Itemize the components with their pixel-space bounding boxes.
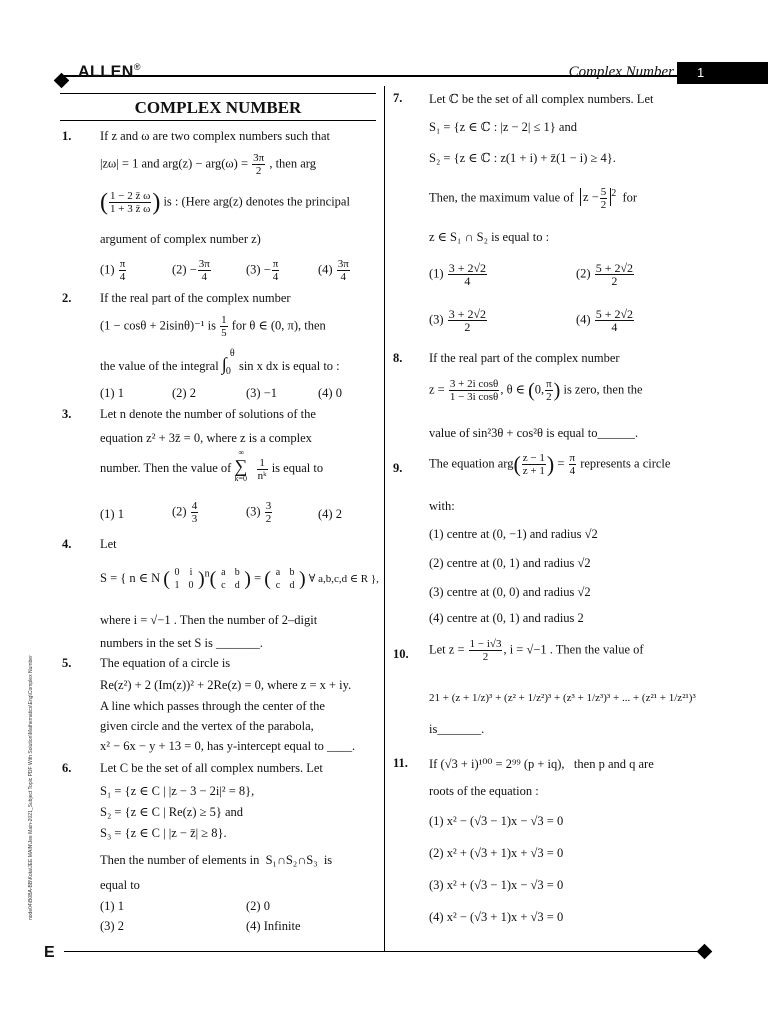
question-text: If the real part of the complex number — [429, 351, 620, 365]
expression: 21 + (z + 1/z)³ + (z² + 1/z²)³ + (z³ + 1/z³)³ + ... + (z²¹ + 1/z²¹)³ — [429, 692, 696, 704]
footer-diamond-right — [697, 944, 713, 960]
option-2: (2) $\frac{5 + 2√2}{2}$ — [576, 261, 634, 288]
question-number: 7. — [393, 91, 403, 105]
option-3: (3) $\frac{3 + 2√2}{2}$ — [429, 307, 487, 334]
option-4: (4) Infinite — [246, 919, 301, 933]
question-text: numbers in the set S is _______. — [100, 636, 263, 650]
question-text: Then the number of elements in S₁∩S₂∩S₃ is — [100, 853, 333, 867]
question-number: 11. — [393, 756, 408, 770]
option-2: (2) x² + (√3 + 1)x + √3 = 0 — [429, 846, 564, 860]
option-2: (2) $\frac{4}{3}$ — [172, 500, 198, 525]
question-text: given circle and the vertex of the parabola, — [100, 719, 314, 733]
brand-logo: ALLEN® — [78, 62, 141, 81]
question-text: If the real part of the complex number — [100, 291, 291, 305]
question-text: z ∈ S₁ ∩ S₂ is equal to : — [429, 230, 550, 244]
set-s3: S₃ = {z ∈ C | |z − z̄| ≥ 8}. — [100, 826, 227, 840]
option-3: (3) $\frac{3}{2}$ — [246, 500, 272, 525]
question-number: 2. — [62, 291, 72, 305]
option-4: (4) centre at (0, 1) and radius 2 — [429, 611, 584, 625]
option-2: (2) 2 — [172, 386, 196, 400]
chapter-title: Complex Number — [568, 64, 674, 80]
option-4: (4) $\frac{5 + 2√2}{4}$ — [576, 307, 634, 334]
set-s1: S₁ = {z ∈ ℂ : |z − 2| ≤ 1} and — [429, 120, 577, 134]
option-4: (4) x² − (√3 + 1)x + √3 = 0 — [429, 910, 564, 924]
question-text: is_______. — [429, 722, 485, 736]
question-number: 9. — [393, 461, 403, 475]
footer-letter: E — [44, 944, 55, 961]
set-s1: S₁ = {z ∈ C | |z − 3 − 2i|² = 8}, — [100, 784, 255, 798]
side-path-note: node04\B0BA-BB\Kota\JEE MAIN\Jee Main-2021_Subject Topic PDF With Solution\Mathematics\Eng\Complex Number — [28, 655, 34, 920]
option-1: (1) $\frac{3 + 2√2}{4}$ — [429, 261, 487, 288]
question-text: Let n denote the number of solutions of the — [100, 407, 316, 421]
option-3: (3) 2 — [100, 919, 124, 933]
option-1: (1) x² − (√3 − 1)x − √3 = 0 — [429, 814, 564, 828]
set-s2: S₂ = {z ∈ ℂ : z(1 + i) + z̄(1 − i) ≥ 4}. — [429, 151, 616, 165]
question-text: the value of the integral ∫ θ 0 sin x dx is equal to : — [100, 348, 340, 377]
question-text: Let C be the set of all complex numbers. Let — [100, 761, 323, 775]
option-4: (4) $\frac{3\pi}{4}$ — [318, 258, 349, 283]
question-text: equation z² + 3z̄ = 0, where z is a complex — [100, 431, 312, 445]
set-definition: S = { n ∈ N ( 0 i 1 0 )$^n$( a b c d ) = ( a b c d ) ∀ a,b,c,d ∈ R }, — [100, 567, 379, 591]
question-text: If (√3 + i)¹⁰⁰ = 2⁹⁹ (p + iq), then p and q are — [429, 757, 654, 771]
fraction: $\frac{3\pi}{2}$ — [253, 152, 265, 177]
question-text: A line which passes through the center of the — [100, 699, 325, 713]
question-number: 5. — [62, 656, 72, 670]
question-text: Re(z²) + 2 (Im(z))² + 2Re(z) = 0, where z = x + iy. — [100, 678, 352, 692]
column-divider — [384, 86, 385, 952]
question-number: 6. — [62, 761, 72, 775]
option-3: (3) x² + (√3 − 1)x − √3 = 0 — [429, 878, 564, 892]
title-rule-bottom — [60, 120, 376, 121]
option-4: (4) 0 — [318, 386, 342, 400]
question-text: Then, the maximum value of z − $\frac{5}{2}$ $^2$ for — [429, 186, 638, 211]
question-text: The equation of a circle is — [100, 656, 231, 670]
question-text: |zω| = 1 and arg(z) − arg(ω) = $\frac{3\pi}{2}$ , then arg — [100, 152, 316, 177]
question-text: Let — [100, 537, 117, 551]
option-3: (3) −1 — [246, 386, 277, 400]
question-text: Let ℂ be the set of all complex numbers. Let — [429, 92, 654, 106]
question-number: 4. — [62, 537, 72, 551]
option-1: (1) centre at (0, −1) and radius √2 — [429, 527, 598, 541]
option-1: (1) 1 — [100, 507, 124, 521]
option-3: (3) centre at (0, 0) and radius √2 — [429, 585, 591, 599]
question-text: value of sin²3θ + cos²θ is equal to______. — [429, 426, 639, 440]
question-text: z = $\frac{\text{3 + 2i cosθ}}{\text{1 − 3i cosθ}}$ , θ ∈ (0, $\frac{\pi}{2}$ ) is zero, then the — [429, 378, 643, 403]
title-rule-top — [60, 93, 376, 94]
question-text: with: — [429, 499, 455, 513]
question-number: 10. — [393, 647, 409, 661]
question-number: 3. — [62, 407, 72, 421]
option-2: (2) centre at (0, 1) and radius √2 — [429, 556, 591, 570]
option-4: (4) 2 — [318, 507, 342, 521]
question-text: roots of the equation : — [429, 784, 539, 798]
question-text: equal to — [100, 878, 140, 892]
question-text: Let z = $\frac{1 - i√3}{2}$ , i = √−1 . Then the value of — [429, 638, 644, 663]
option-3: (3) − $\frac{\pi}{4}$ — [246, 258, 279, 283]
option-2: (2) 0 — [246, 899, 270, 913]
question-text: where i = √−1 . Then the number of 2–digit — [100, 613, 318, 627]
option-1: (1) 1 — [100, 386, 124, 400]
option-2: (2) − $\frac{3\pi}{4}$ — [172, 258, 210, 283]
set-s2: S₂ = {z ∈ C | Re(z) ≥ 5} and — [100, 805, 244, 819]
question-text: number. Then the value of ∑ ∞ k=0 $\frac{1}{\text{nᵏ}}$ is equal to — [100, 448, 324, 483]
option-1: (1) $\frac{\pi}{4}$ — [100, 258, 126, 283]
question-number: 8. — [393, 351, 403, 365]
question-number: 1. — [62, 129, 72, 143]
question-text: If z and ω are two complex numbers such that — [100, 129, 331, 143]
question-text: x² − 6x − y + 13 = 0, has y-intercept equal to ____. — [100, 739, 356, 753]
page-title: COMPLEX NUMBER — [134, 98, 302, 117]
option-1: (1) 1 — [100, 899, 124, 913]
footer-rule — [64, 951, 704, 952]
question-text: ( $\frac{1 - 2 z̄ \omega}{1 + 3 z̄ \omega}$ ) is : (Here arg(z) denotes the principal — [100, 189, 350, 216]
question-text: The equation arg( $\frac{z - 1}{z + 1}$ ) = $\frac{\pi}{4}$ represents a circle — [429, 451, 671, 477]
fraction: $\frac{1 - 2 z̄ \omega}{1 + 3 z̄ \omega}$ — [110, 190, 151, 215]
question-text: argument of complex number z) — [100, 232, 261, 246]
question-text: (1 − cosθ + 2isinθ)⁻¹ is $\frac{1}{5}$ for θ ∈ (0, π), then — [100, 314, 326, 339]
page-number: 1 — [677, 62, 768, 84]
